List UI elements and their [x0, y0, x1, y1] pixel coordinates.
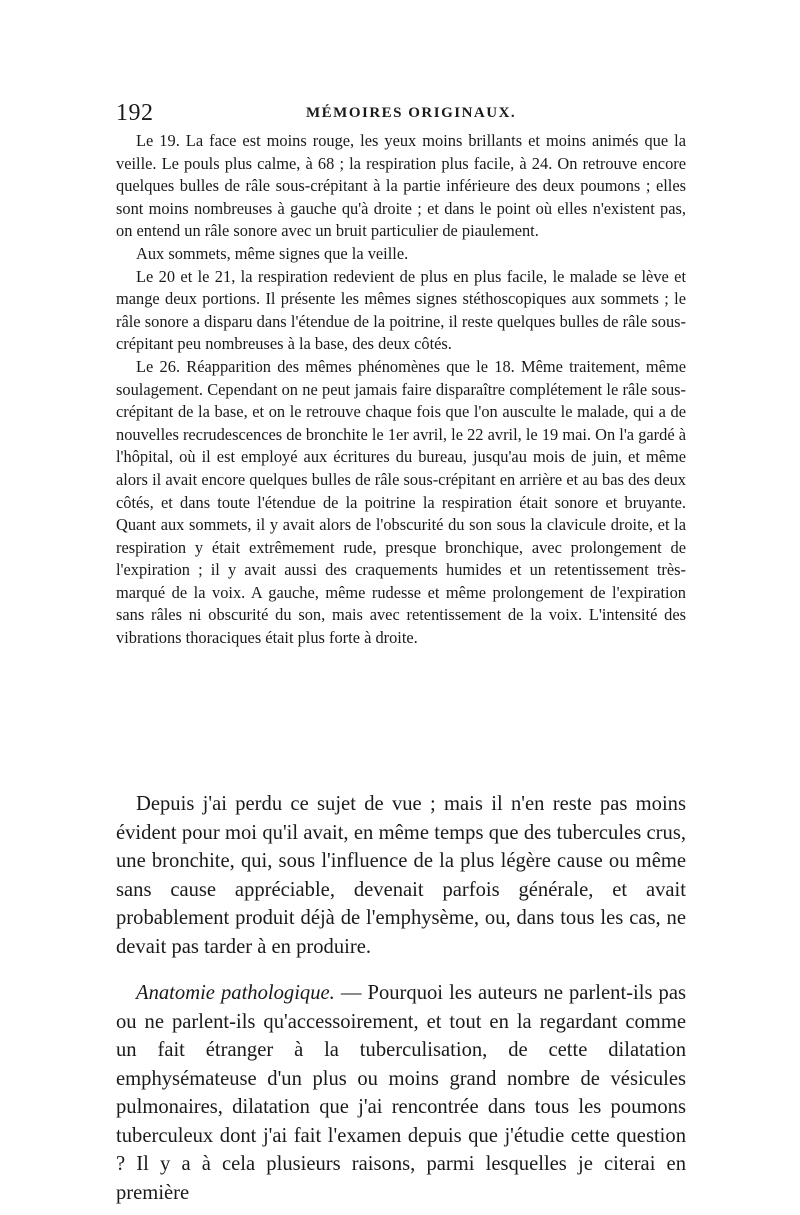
paragraph: Le 19. La face est moins rouge, les yeux moins brillants et moins animés que la veille. Le pouls plus calme, à 68 ; la respiration plus facile, à 24. On retrouve encore quelques bulles de râle sous-crépitant à la partie inférieure des deux poumons ; elles sont moins nombreuses à gauche qu'à droite ; et dans le point où elles n'existent pas, on entend un râle sonore avec un bruit particulier de piaulement. — [116, 131, 686, 241]
section-text: — Pourquoi les auteurs ne parlent-ils pas ou ne parlent-ils qu'accessoirement, et tout en la regardant comme un fait étranger à la tuberculisation, de cette dilatation emphysémateuse d'un plus ou moins grand nombre de vésicules pulmonaires, dilatation que j'ai rencontrée dans tous les poumons tuberculeux dont j'ai fait l'examen depuis que j'étudie cette question ? Il y a à cela plusieurs raisons, parmi lesquelles je citerai en première — [116, 982, 687, 1204]
main-text — [116, 790, 686, 1207]
page-header — [116, 100, 686, 132]
section-title: Anatomie pathologique. — [136, 982, 335, 1004]
paragraph: Le 26. Réapparition des mêmes phénomènes que le 18. Même traitement, même soulagement. Cependant on ne peut jamais faire disparaître complétement le râle sous-crépitant de la base, et on le retrouve chaque fois que l'on ausculte le malade, qui a de nouvelles recrudescences de bronchite le 1er avril, le 22 avril, le 19 mai. On l'a gardé à l'hôpital, où il est employé aux écritures du bureau, jusqu'au mois de juin, et même alors il avait encore quelques bulles de râle sous-crépitant en arrière et au bas des deux côtés, et dans toute l'étendue de la poitrine la respiration était sonore et bruyante. Quant aux sommets, il y avait alors de l'obscurité du son sous la clavicule droite, et la respiration y était extrêmement rude, presque bronchique, avec prolongement de l'expiration ; il y avait aussi des craquements humides et un retentissement très-marqué de la voix. A gauche, même rudesse et même prolongement de l'expiration sans râles ni obscurité du son, mais avec retentissement de la voix. L'intensité des vibrations thoraciques était plus forte à droite. — [116, 356, 686, 648]
paragraph: Aux sommets, même signes que la veille. — [136, 243, 409, 263]
case-notes — [116, 130, 686, 650]
paragraph: Le 20 et le 21, la respiration redevient de plus en plus facile, le malade se lève et mange deux portions. Il présente les mêmes signes stéthoscopiques aux sommets ; le râle sonore a disparu dans l'étendue de la poitrine, il reste quelques bulles de râle sous-crépitant peu nombreuses à la base, des deux côtés. — [116, 266, 686, 354]
section-paragraph — [116, 979, 686, 1207]
page-number: 192 — [116, 100, 154, 126]
running-head: MÉMOIRES ORIGINAUX. — [306, 105, 517, 121]
paragraph: Depuis j'ai perdu ce sujet de vue ; mais il n'en reste pas moins évident pour moi qu'il avait, en même temps que des tubercules crus, une bronchite, qui, sous l'influence de la plus légère cause ou même sans cause appréciable, devenait parfois générale, et avait probablement produit déjà de l'emphysème, ou, dans tous les cas, ne devait pas tarder à en produire. — [116, 793, 686, 958]
